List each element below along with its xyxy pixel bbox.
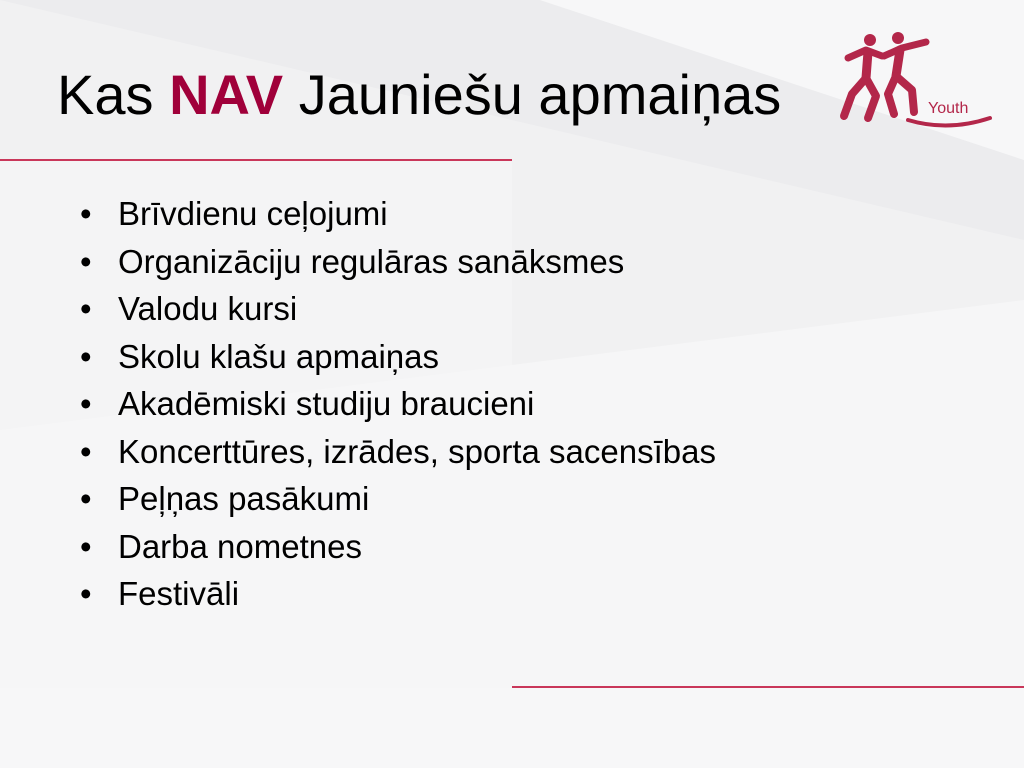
bullet-item: • Akadēmiski studiju braucieni	[80, 380, 716, 428]
bullet-item: • Brīvdienu ceļojumi	[80, 190, 716, 238]
bullet-item: • Darba nometnes	[80, 523, 716, 571]
title-part-after: Jauniešu apmaiņas	[283, 63, 782, 126]
footer-divider	[512, 686, 1024, 688]
bullet-list	[80, 190, 716, 618]
youth-figures-icon	[838, 28, 998, 132]
bullet-item: • Valodu kursi	[80, 285, 716, 333]
bullet-item: • Peļņas pasākumi	[80, 475, 716, 523]
title-emphasis: NAV	[169, 63, 284, 126]
bullet-item: • Skolu klašu apmaiņas	[80, 333, 716, 381]
bullet-item: • Koncerttūres, izrādes, sporta sacensības	[80, 428, 716, 476]
bullet-item: • Festivāli	[80, 570, 716, 618]
bullet-item: • Organizāciju regulāras sanāksmes	[80, 238, 716, 286]
title-divider	[0, 159, 512, 161]
youth-logo-text: Youth	[928, 100, 969, 117]
slide-title	[57, 60, 781, 130]
title-part-before: Kas	[57, 63, 170, 126]
